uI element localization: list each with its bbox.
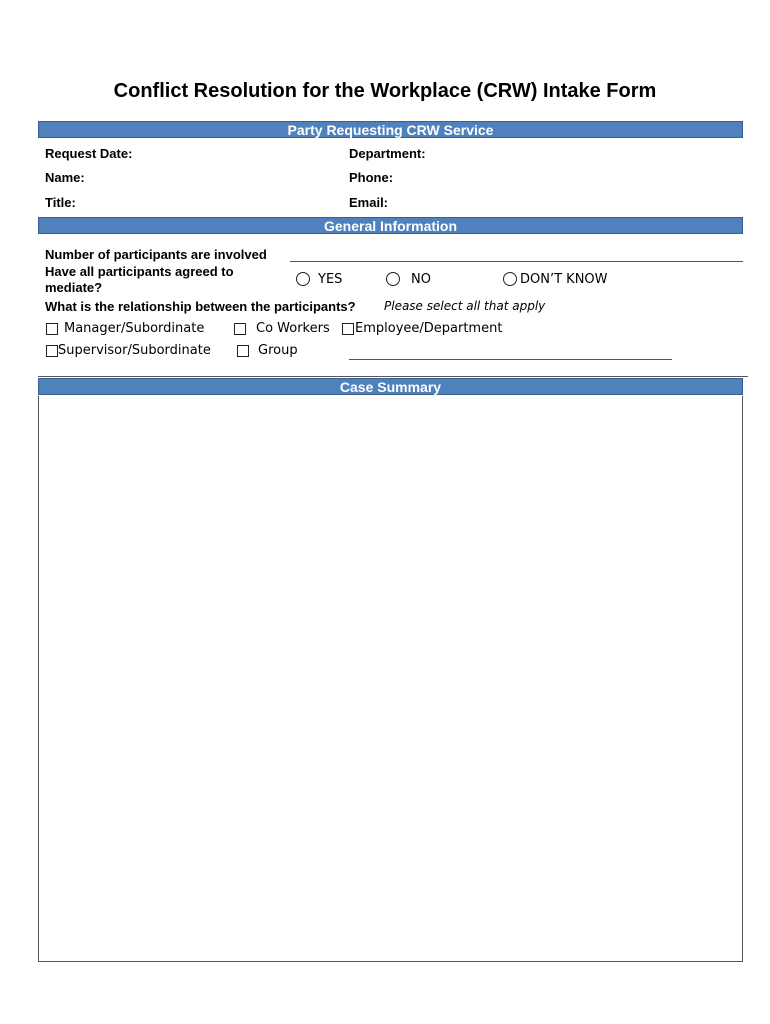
participants-count-field[interactable]: [290, 261, 743, 262]
department-label: Department:: [349, 146, 426, 161]
other-relationship-field[interactable]: [349, 359, 672, 360]
section-header-general: General Information: [38, 217, 743, 234]
relationship-hint: Please select all that apply: [384, 299, 546, 313]
radio-dont-know-label: DON’T KNOW: [520, 272, 608, 287]
section-header-summary: Case Summary: [38, 378, 743, 395]
checkbox-supervisor[interactable]: [46, 345, 58, 357]
relationship-label: What is the relationship between the participants?: [45, 299, 356, 314]
radio-yes[interactable]: [296, 272, 310, 286]
checkbox-coworkers-label: Co Workers: [256, 321, 330, 336]
case-summary-textarea[interactable]: [38, 396, 743, 962]
checkbox-employee-department[interactable]: [342, 323, 354, 335]
title-field-label: Title:: [45, 195, 76, 210]
checkbox-supervisor-label: Supervisor/Subordinate: [58, 343, 211, 358]
agreed-label-line2: mediate?: [45, 280, 103, 295]
request-date-label: Request Date:: [45, 146, 133, 161]
participants-count-label: Number of participants are involved: [45, 247, 267, 262]
name-label: Name:: [45, 170, 85, 185]
checkbox-coworkers[interactable]: [234, 323, 246, 335]
radio-no-label: NO: [411, 272, 431, 287]
checkbox-group-label: Group: [258, 343, 298, 358]
agreed-label-line1: Have all participants agreed to: [45, 264, 234, 279]
phone-label: Phone:: [349, 170, 394, 185]
summary-divider: [38, 376, 748, 377]
checkbox-group[interactable]: [237, 345, 249, 357]
section-header-party: Party Requesting CRW Service: [38, 121, 743, 138]
email-label: Email:: [349, 195, 389, 210]
checkbox-manager-label: Manager/Subordinate: [64, 321, 205, 336]
form-title: Conflict Resolution for the Workplace (CRW) Intake Form: [113, 80, 657, 102]
radio-no[interactable]: [386, 272, 400, 286]
radio-dont-know[interactable]: [503, 272, 517, 286]
radio-yes-label: YES: [318, 272, 343, 287]
checkbox-employee-department-label: Employee/Department: [355, 321, 503, 336]
checkbox-manager[interactable]: [46, 323, 58, 335]
